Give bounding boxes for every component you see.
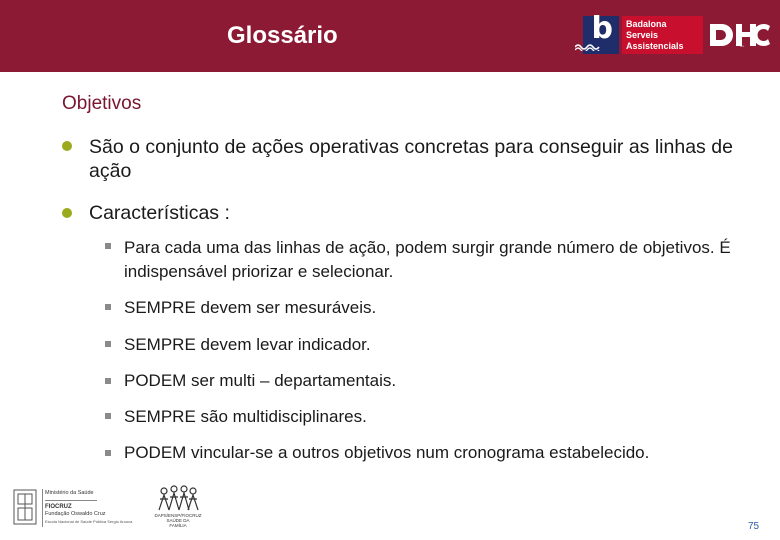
dhc-logo [708,22,772,48]
bullet-dot-icon [62,141,72,151]
sub-bullet-square-icon [105,378,111,384]
page-title: Glossário [227,22,338,49]
sub-bullet-square-icon [105,450,111,456]
saude-familia-line-2: SAÚDE DA [166,518,190,523]
sub-bullet-square-icon [105,243,111,249]
badalona-serveis-logo [622,16,703,54]
dhc-logo-label: DHC [740,46,745,48]
bsa-line-1: Badalona [626,19,667,29]
sub-bullet-item-6: PODEM vincular-se a outros objetivos num cronograma estabelecido. [124,443,650,462]
sub-bullet-square-icon [105,304,111,310]
bullet-item-2: Características : [89,202,230,224]
header-bar [0,0,780,72]
section-title: Objetivos [62,93,142,114]
fundacao-label: Fundação Oswaldo Cruz [45,511,106,517]
sub-bullet-item-3: SEMPRE devem levar indicador. [124,335,371,354]
sub-bullet-square-icon [105,413,111,419]
sub-bullet-item-5: SEMPRE são multidisciplinares. [124,407,367,426]
people-group-icon [156,484,200,512]
bsa-line-2: Serveis [626,30,659,40]
ministerio-fiocruz-logo [12,486,140,532]
wave-icon [575,43,601,51]
saude-familia-line-1: DAPS/ENSP/FIOCRUZ [154,513,202,518]
b-logo-letter: b [591,11,613,46]
saude-familia-logo [150,484,206,532]
badalona-b-logo [583,11,619,54]
sub-bullet-item-4: PODEM ser multi – departamentais. [124,371,397,390]
bullet-item-1: São o conjunto de ações operativas concretas para conseguir as linhas de ação [89,136,733,182]
ministerio-emblem-icon [12,488,38,526]
fiocruz-label: FIOCRUZ [45,504,72,510]
saude-familia-line-3: FAMÍLIA [169,523,187,528]
bullet-dot-icon [62,208,72,218]
sub-bullet-item-1: Para cada uma das linhas de ação, podem surgir grande número de objetivos. É indispensável priorizar e selecionar. [124,238,731,281]
bsa-line-3: Assistencials [626,41,684,51]
page-number: 75 [748,521,760,532]
sub-bullet-square-icon [105,341,111,347]
ministerio-label: Ministério da Saúde [45,490,94,496]
escola-label: Escola Nacional de Saúde Pública Sergio Arouca [45,519,133,524]
sub-bullet-item-2: SEMPRE devem ser mesuráveis. [124,298,377,317]
